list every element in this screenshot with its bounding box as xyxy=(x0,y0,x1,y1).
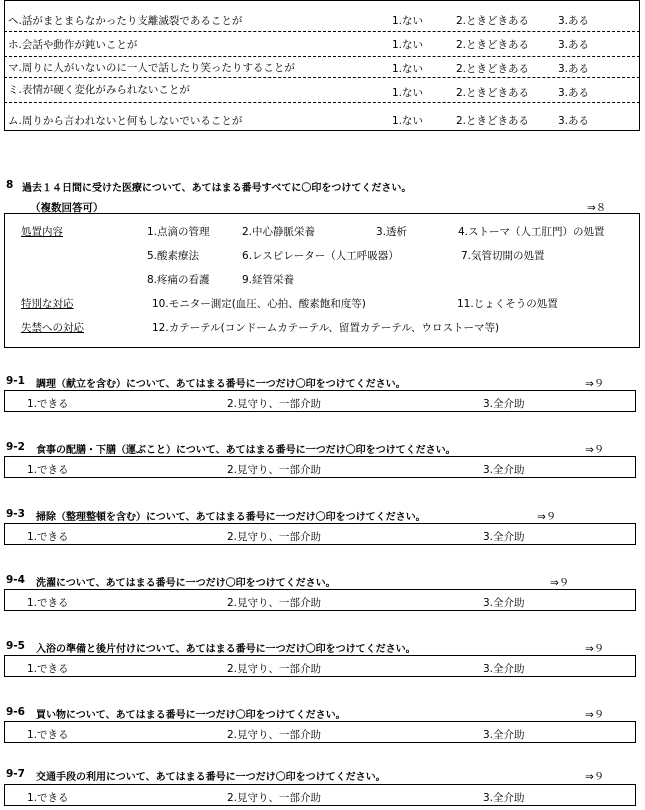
table-border-right xyxy=(639,0,640,130)
goto-label: ⇒９ xyxy=(537,511,557,523)
question-text: 買い物について、あてはまる番号に一つだけ〇印をつけてください。 xyxy=(36,710,346,721)
item-text: ム.周りから言われないと何もしないでいることが xyxy=(8,115,243,127)
option-3[interactable]: 3.全介助 xyxy=(483,531,525,543)
row-divider xyxy=(4,31,640,32)
section8-number: 8 xyxy=(6,179,14,191)
answer-box xyxy=(4,390,636,412)
goto-label: ⇒９ xyxy=(550,577,570,589)
question-number: 9-4 xyxy=(6,574,25,586)
option[interactable]: 2.中心静脈栄養 xyxy=(242,226,316,238)
option-2[interactable]: 2.見守り、一部介助 xyxy=(227,464,322,476)
row-divider xyxy=(4,56,640,57)
option-2[interactable]: 2.見守り、一部介助 xyxy=(227,597,322,609)
option-3[interactable]: 3.全介助 xyxy=(483,792,525,804)
option-3[interactable]: 3.ある xyxy=(558,87,590,99)
option-2[interactable]: 2.ときどきある xyxy=(456,63,530,75)
option-3[interactable]: 3.ある xyxy=(558,63,590,75)
option-1[interactable]: 1.できる xyxy=(27,398,69,410)
option-1[interactable]: 1.できる xyxy=(27,729,69,741)
section8-sub: （複数回答可） xyxy=(30,202,104,214)
option-3[interactable]: 3.ある xyxy=(558,115,590,127)
question-number: 9-3 xyxy=(6,508,25,520)
option-1[interactable]: 1.できる xyxy=(27,792,69,804)
answer-box xyxy=(4,589,636,611)
option[interactable]: 3.透析 xyxy=(376,226,408,238)
row-label: 失禁への対応 xyxy=(21,322,84,334)
item-text: ミ.表情が硬く変化がみられないことが xyxy=(8,84,190,96)
row-label: 処置内容 xyxy=(21,226,63,238)
option[interactable]: 1.点滴の管理 xyxy=(147,226,210,238)
option[interactable]: 4.ストーマ（人工肛門）の処置 xyxy=(458,226,605,238)
goto-label: ⇒９ xyxy=(585,771,605,783)
option-3[interactable]: 3.全介助 xyxy=(483,597,525,609)
item-text: ホ.会話や動作が鈍いことが xyxy=(8,39,138,51)
question-number: 9-7 xyxy=(6,768,25,780)
option[interactable]: 6.レスピレーター（人工呼吸器） xyxy=(242,250,399,262)
option-1[interactable]: 1.ない xyxy=(392,87,424,99)
answer-box xyxy=(4,523,636,545)
option-3[interactable]: 3.全介助 xyxy=(483,663,525,675)
option-2[interactable]: 2.見守り、一部介助 xyxy=(227,398,322,410)
option-2[interactable]: 2.見守り、一部介助 xyxy=(227,531,322,543)
option-3[interactable]: 3.全介助 xyxy=(483,464,525,476)
question-text: 掃除（整理整頓を含む）について、あてはまる番号に一つだけ〇印をつけてください。 xyxy=(36,512,426,523)
option-1[interactable]: 1.できる xyxy=(27,597,69,609)
table-border-top xyxy=(4,0,640,1)
option-2[interactable]: 2.見守り、一部介助 xyxy=(227,663,322,675)
question-text: 入浴の準備と後片付けについて、あてはまる番号に一つだけ〇印をつけてください。 xyxy=(36,644,416,655)
option-3[interactable]: 3.ある xyxy=(558,39,590,51)
item-text: ヘ.話がまとまらなかったり支離滅裂であることが xyxy=(8,15,243,27)
option[interactable]: 10.モニター測定(血圧、心拍、酸素飽和度等) xyxy=(152,298,366,310)
table-border-bottom xyxy=(4,130,640,131)
option-1[interactable]: 1.できる xyxy=(27,531,69,543)
option-2[interactable]: 2.ときどきある xyxy=(456,39,530,51)
option[interactable]: 9.経管栄養 xyxy=(242,274,295,286)
option-2[interactable]: 2.見守り、一部介助 xyxy=(227,729,322,741)
option-1[interactable]: 1.ない xyxy=(392,115,424,127)
option-2[interactable]: 2.ときどきある xyxy=(456,15,530,27)
option[interactable]: 5.酸素療法 xyxy=(147,250,200,262)
question-number: 9-1 xyxy=(6,375,25,387)
option-1[interactable]: 1.ない xyxy=(392,63,424,75)
option-1[interactable]: 1.できる xyxy=(27,464,69,476)
row-label: 特別な対応 xyxy=(21,298,74,310)
option-2[interactable]: 2.ときどきある xyxy=(456,87,530,99)
goto-label: ⇒９ xyxy=(585,444,605,456)
question-number: 9-6 xyxy=(6,706,25,718)
option-2[interactable]: 2.見守り、一部介助 xyxy=(227,792,322,804)
answer-box xyxy=(4,655,636,677)
goto-label: ⇒９ xyxy=(585,378,605,390)
goto-label: ⇒９ xyxy=(585,709,605,721)
table-border-left xyxy=(4,0,5,130)
option-2[interactable]: 2.ときどきある xyxy=(456,115,530,127)
question-text: 食事の配膳・下膳（運ぶこと）について、あてはまる番号に一つだけ〇印をつけてください。 xyxy=(36,445,456,456)
option-3[interactable]: 3.全介助 xyxy=(483,398,525,410)
section8-title: 過去１４日間に受けた医療について、あてはまる番号すべてに〇印をつけてください。 xyxy=(22,183,412,194)
option-1[interactable]: 1.できる xyxy=(27,663,69,675)
option-1[interactable]: 1.ない xyxy=(392,39,424,51)
option-1[interactable]: 1.ない xyxy=(392,15,424,27)
answer-box xyxy=(4,456,636,478)
row-divider xyxy=(4,77,640,78)
item-text: マ.周りに人がいないのに一人で話したり笑ったりすることが xyxy=(8,62,295,74)
option[interactable]: 12.カテーテル(コンドームカテーテル、留置カテーテル、ウロストーマ等) xyxy=(152,322,500,334)
question-text: 交通手段の利用について、あてはまる番号に一つだけ〇印をつけてください。 xyxy=(36,772,386,783)
option-3[interactable]: 3.ある xyxy=(558,15,590,27)
goto-label: ⇒９ xyxy=(585,643,605,655)
option-3[interactable]: 3.全介助 xyxy=(483,729,525,741)
goto-label: ⇒８ xyxy=(587,202,607,214)
question-text: 洗濯について、あてはまる番号に一つだけ〇印をつけてください。 xyxy=(36,578,336,589)
question-number: 9-2 xyxy=(6,441,25,453)
answer-box xyxy=(4,721,636,743)
answer-box xyxy=(4,784,636,806)
question-text: 調理（献立を含む）について、あてはまる番号に一つだけ〇印をつけてください。 xyxy=(36,379,406,390)
option[interactable]: 7.気管切開の処置 xyxy=(461,250,545,262)
row-divider xyxy=(4,102,640,103)
question-number: 9-5 xyxy=(6,640,25,652)
section8-box xyxy=(4,213,640,348)
option[interactable]: 8.疼痛の看護 xyxy=(147,274,210,286)
option[interactable]: 11.じょくそうの処置 xyxy=(457,298,558,310)
